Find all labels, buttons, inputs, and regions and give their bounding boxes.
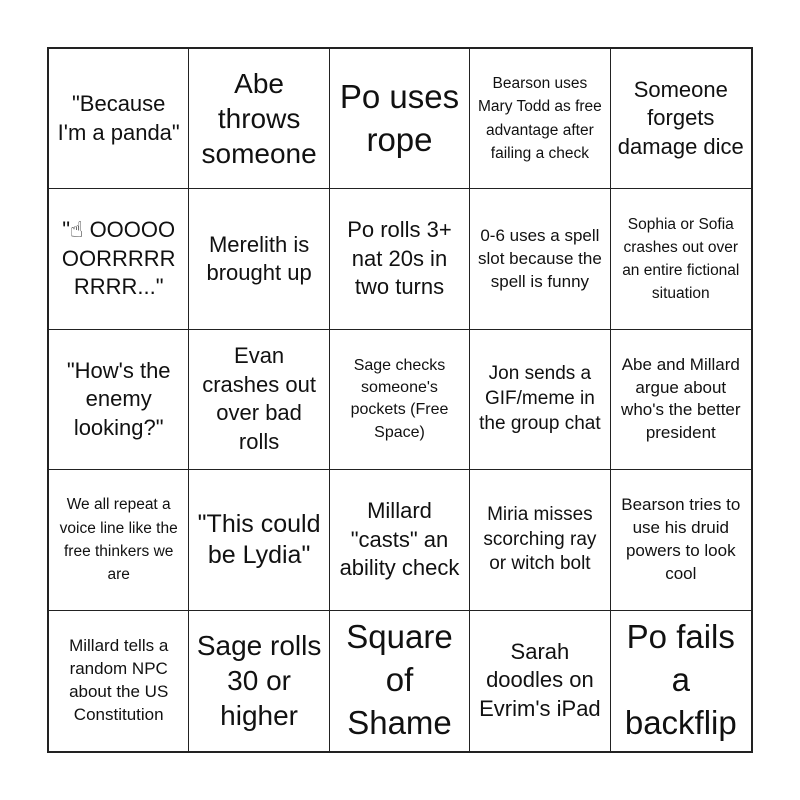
bingo-cell-2-4[interactable]: 0-6 uses a spell slot because the spell is funny: [470, 189, 610, 329]
bingo-cell-1-2[interactable]: Abe throws someone: [189, 49, 329, 189]
bingo-cell-5-2[interactable]: Sage rolls 30 or higher: [189, 611, 329, 751]
bingo-cell-4-4[interactable]: Miria misses scorching ray or witch bolt: [470, 470, 610, 610]
bingo-cell-4-1[interactable]: We all repeat a voice line like the free thinkers we are: [49, 470, 189, 610]
bingo-cell-3-5[interactable]: Abe and Millard argue about who's the better president: [611, 330, 751, 470]
bingo-cell-1-5[interactable]: Someone forgets damage dice: [611, 49, 751, 189]
bingo-cell-3-3[interactable]: Sage checks someone's pockets (Free Space): [330, 330, 470, 470]
bingo-board: [47, 47, 753, 753]
bingo-cell-4-3[interactable]: Millard "casts" an ability check: [330, 470, 470, 610]
bingo-cell-2-5[interactable]: Sophia or Sofia crashes out over an entire fictional situation: [611, 189, 751, 329]
bingo-cell-2-1[interactable]: "☝ OOOOOOORRRRRRRRR...": [49, 189, 189, 329]
bingo-cell-2-3[interactable]: Po rolls 3+ nat 20s in two turns: [330, 189, 470, 329]
bingo-cell-5-1[interactable]: Millard tells a random NPC about the US Constitution: [49, 611, 189, 751]
bingo-cell-4-5[interactable]: Bearson tries to use his druid powers to look cool: [611, 470, 751, 610]
bingo-cell-3-2[interactable]: Evan crashes out over bad rolls: [189, 330, 329, 470]
bingo-cell-2-2[interactable]: Merelith is brought up: [189, 189, 329, 329]
bingo-cell-5-4[interactable]: Sarah doodles on Evrim's iPad: [470, 611, 610, 751]
bingo-cell-1-3[interactable]: Po uses rope: [330, 49, 470, 189]
bingo-cell-5-3[interactable]: Square of Shame: [330, 611, 470, 751]
bingo-cell-5-5[interactable]: Po fails a backflip: [624, 618, 737, 742]
bingo-cell-4-2[interactable]: "This could be Lydia": [189, 470, 329, 610]
bingo-cell-1-4[interactable]: Bearson uses Mary Todd as free advantage after failing a check: [470, 49, 610, 189]
bingo-cell-1-1[interactable]: "Because I'm a panda": [49, 49, 189, 189]
bingo-cell-3-1[interactable]: "How's the enemy looking?": [49, 330, 189, 470]
bingo-cell-3-4[interactable]: Jon sends a GIF/meme in the group chat: [470, 330, 610, 470]
